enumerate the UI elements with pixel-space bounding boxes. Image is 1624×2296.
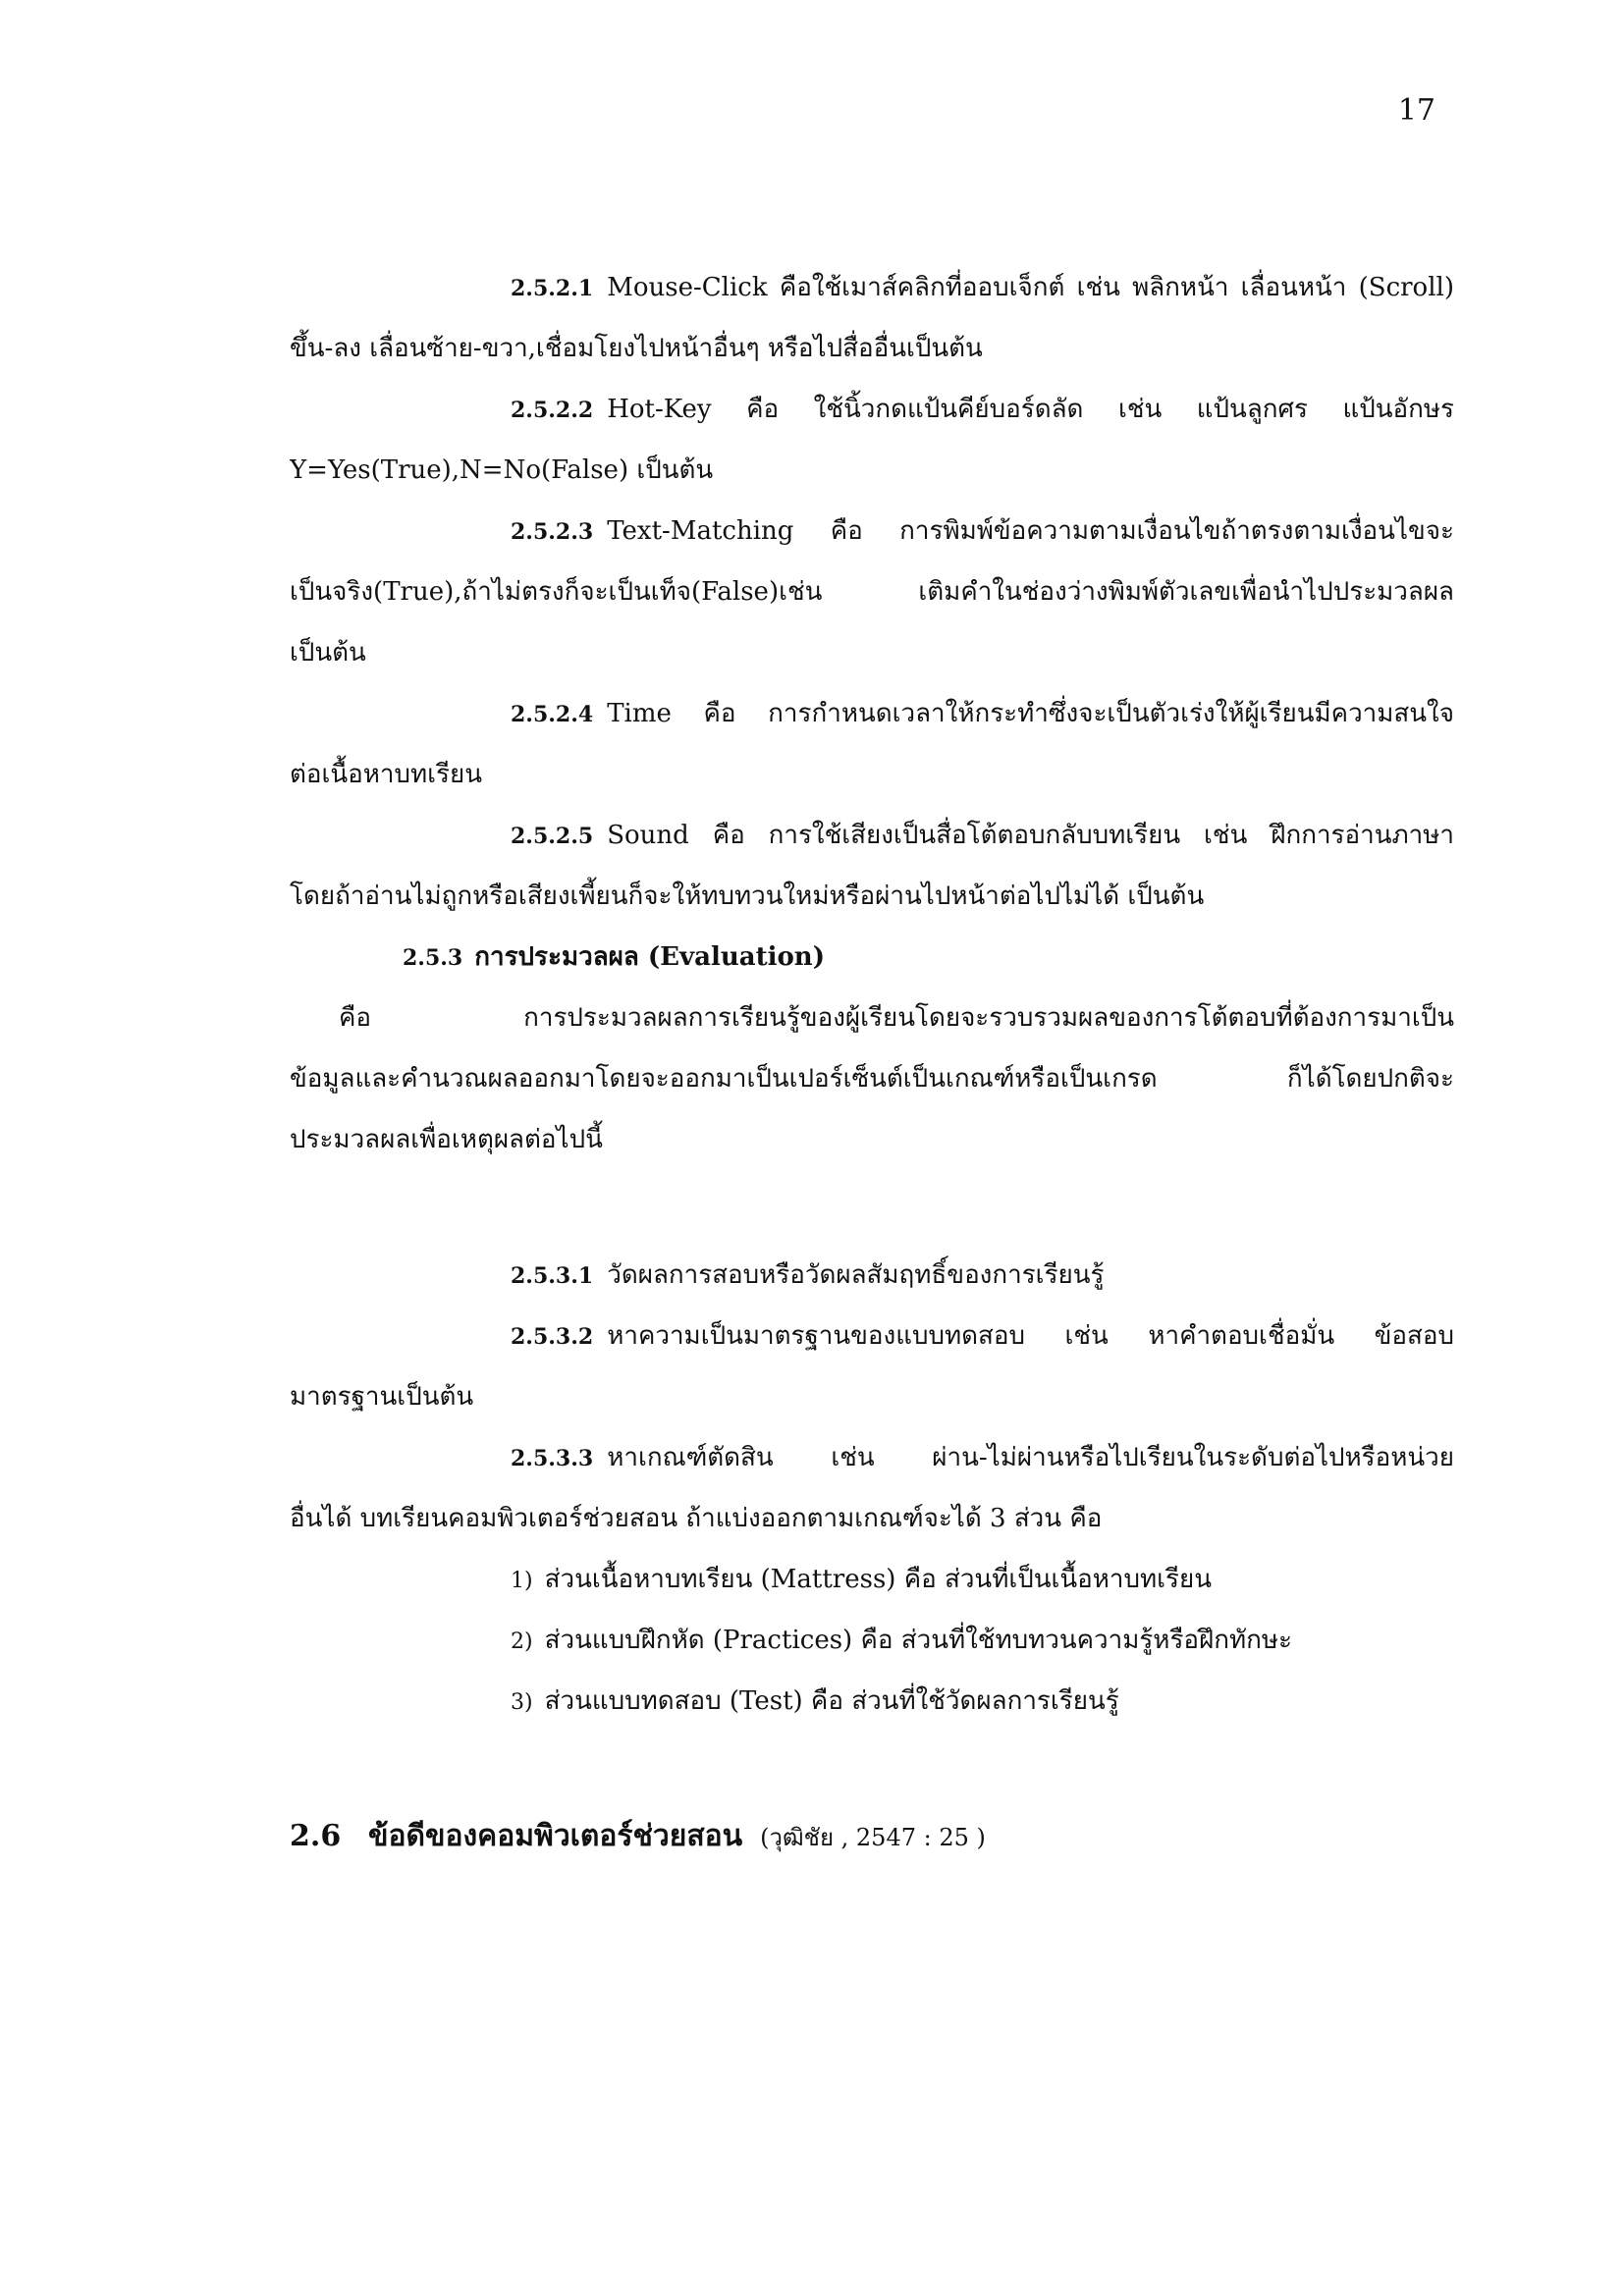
paragraph-2-5-2-3-line-1 bbox=[290, 501, 1454, 561]
paragraph-2-5-3-3-line-1 bbox=[290, 1427, 1454, 1488]
paragraph-2-5-3-2-line-2: มาตรฐานเป็นต้น bbox=[290, 1382, 474, 1412]
paragraph-2-5-2-5-line-2: โดยถ้าอ่านไม่ถูกหรือเสียงเพี้ยนก็จะให้ทบทวนใหม่หรือผ่านไปหน้าต่อไปไม่ได้ เป็นต้น bbox=[290, 881, 1205, 911]
item-text: วัดผลการสอบหรือวัดผลสัมฤทธิ์ของการเรียนรู้ bbox=[607, 1260, 1105, 1290]
paragraph-2-5-2-3-line-2: เป็นจริง(True),ถ้าไม่ตรงก็จะเป็นเท็จ(False)เช่น เติมคำในช่องว่างพิมพ์ตัวเลขเพื่อนำไปประมวลผล bbox=[290, 577, 1454, 607]
subheading-2-5-3 bbox=[290, 927, 1454, 988]
spacer bbox=[290, 1170, 1454, 1245]
item-text: Text-Matching คือ การพิมพ์ข้อความตามเงื่อนไขถ้าตรงตามเงื่อนไขจะ bbox=[607, 516, 1454, 546]
paragraph-2-5-3-2-line-1 bbox=[290, 1306, 1454, 1366]
item-text: Hot-Key คือ ใช้นิ้วกดแป้นคีย์บอร์ดลัด เช่น แป้นลูกศร แป้นอักษร bbox=[607, 395, 1454, 424]
item-text: Mouse-Click คือใช้เมาส์คลิกที่ออบเจ็กต์ เช่น พลิกหน้า เลื่อนหน้า (Scroll) bbox=[607, 273, 1454, 302]
paragraph-2-5-2-4-line-1 bbox=[290, 683, 1454, 744]
item-number: 2.5.2.5 bbox=[511, 824, 594, 849]
paragraph-2-5-3-line-2: ข้อมูลและคำนวณผลออกมาโดยจะออกมาเป็นเปอร์เซ็นต์เป็นเกณฑ์หรือเป็นเกรด ก็ได้โดยปกติจะ bbox=[290, 1064, 1454, 1094]
paragraph-2-5-2-2-line-1 bbox=[290, 379, 1454, 440]
paragraph-2-5-2-3-line-3: เป็นต้น bbox=[290, 638, 366, 667]
paragraph-2-5-3-line-3: ประมวลผลเพื่อเหตุผลต่อไปนี้ bbox=[290, 1125, 603, 1154]
page-body bbox=[290, 257, 1454, 1867]
subheading-title: การประมวลผล (Evaluation) bbox=[474, 942, 826, 972]
list-item bbox=[290, 1671, 1454, 1732]
list-item-number: 1) bbox=[511, 1569, 533, 1593]
item-text: Sound คือ การใช้เสียงเป็นสื่อโต้ตอบกลับบทเรียน เช่น ฝึกการอ่านภาษา bbox=[607, 821, 1454, 850]
paragraph-2-5-2-1-line-2: ขึ้น-ลง เลื่อนซ้าย-ขวา,เชื่อมโยงไปหน้าอื่นๆ หรือไปสื่ออื่นเป็นต้น bbox=[290, 334, 983, 363]
paragraph-2-5-3-3-line-2: อื่นได้ บทเรียนคอมพิวเตอร์ช่วยสอน ถ้าแบ่งออกตามเกณฑ์จะได้ 3 ส่วน คือ bbox=[290, 1504, 1103, 1533]
spacer bbox=[290, 1732, 1454, 1806]
item-number: 2.5.3.3 bbox=[511, 1446, 594, 1471]
item-number: 2.5.3.1 bbox=[511, 1263, 594, 1289]
item-text: Time คือ การกำหนดเวลาให้กระทำซึ่งจะเป็นตัวเร่งให้ผู้เรียนมีความสนใจ bbox=[607, 699, 1454, 728]
paragraph-2-5-3-1-line-1 bbox=[290, 1245, 1454, 1306]
item-text: หาความเป็นมาตรฐานของแบบทดสอบ เช่น หาคำตอบเชื่อมั่น ข้อสอบ bbox=[607, 1321, 1454, 1351]
list-item-number: 2) bbox=[511, 1629, 533, 1654]
item-number: 2.5.2.4 bbox=[511, 702, 594, 727]
item-number: 2.5.2.2 bbox=[511, 398, 594, 423]
item-text: หาเกณฑ์ตัดสิน เช่น ผ่าน-ไม่ผ่านหรือไปเรียนในระดับต่อไปหรือหน่วย bbox=[607, 1443, 1454, 1472]
section-title: ข้อดีของคอมพิวเตอร์ช่วยสอน bbox=[368, 1819, 743, 1853]
paragraph-2-5-3-line-1: คือ การประมวลผลการเรียนรู้ของผู้เรียนโดยจะรวบรวมผลของการโต้ตอบที่ต้องการมาเป็น bbox=[339, 1003, 1454, 1033]
section-number: 2.6 bbox=[290, 1819, 342, 1853]
item-number: 2.5.2.3 bbox=[511, 519, 594, 545]
item-number: 2.5.3.2 bbox=[511, 1324, 594, 1350]
list-item-text: ส่วนแบบฝึกหัด (Practices) คือ ส่วนที่ใช้ทบทวนความรู้หรือฝึกทักษะ bbox=[544, 1626, 1292, 1655]
list-item-text: ส่วนเนื้อหาบทเรียน (Mattress) คือ ส่วนที่เป็นเนื้อหาบทเรียน bbox=[544, 1565, 1213, 1594]
subheading-number: 2.5.3 bbox=[403, 945, 463, 971]
paragraph-2-5-2-4-line-2: ต่อเนื้อหาบทเรียน bbox=[290, 760, 483, 789]
list-item-number: 3) bbox=[511, 1690, 533, 1715]
section-citation: (วุฒิชัย , 2547 : 25 ) bbox=[760, 1824, 986, 1851]
paragraph-2-5-2-5-line-1 bbox=[290, 805, 1454, 866]
section-heading-2-6 bbox=[290, 1806, 1454, 1867]
page-number: 17 bbox=[1397, 93, 1435, 128]
list-item bbox=[290, 1549, 1454, 1610]
paragraph-2-5-2-2-line-2: Y=Yes(True),N=No(False) เป็นต้น bbox=[290, 455, 714, 485]
item-number: 2.5.2.1 bbox=[511, 276, 594, 301]
list-item bbox=[290, 1610, 1454, 1671]
list-item-text: ส่วนแบบทดสอบ (Test) คือ ส่วนที่ใช้วัดผลการเรียนรู้ bbox=[544, 1686, 1119, 1716]
paragraph-2-5-2-1-line-1 bbox=[290, 257, 1454, 318]
